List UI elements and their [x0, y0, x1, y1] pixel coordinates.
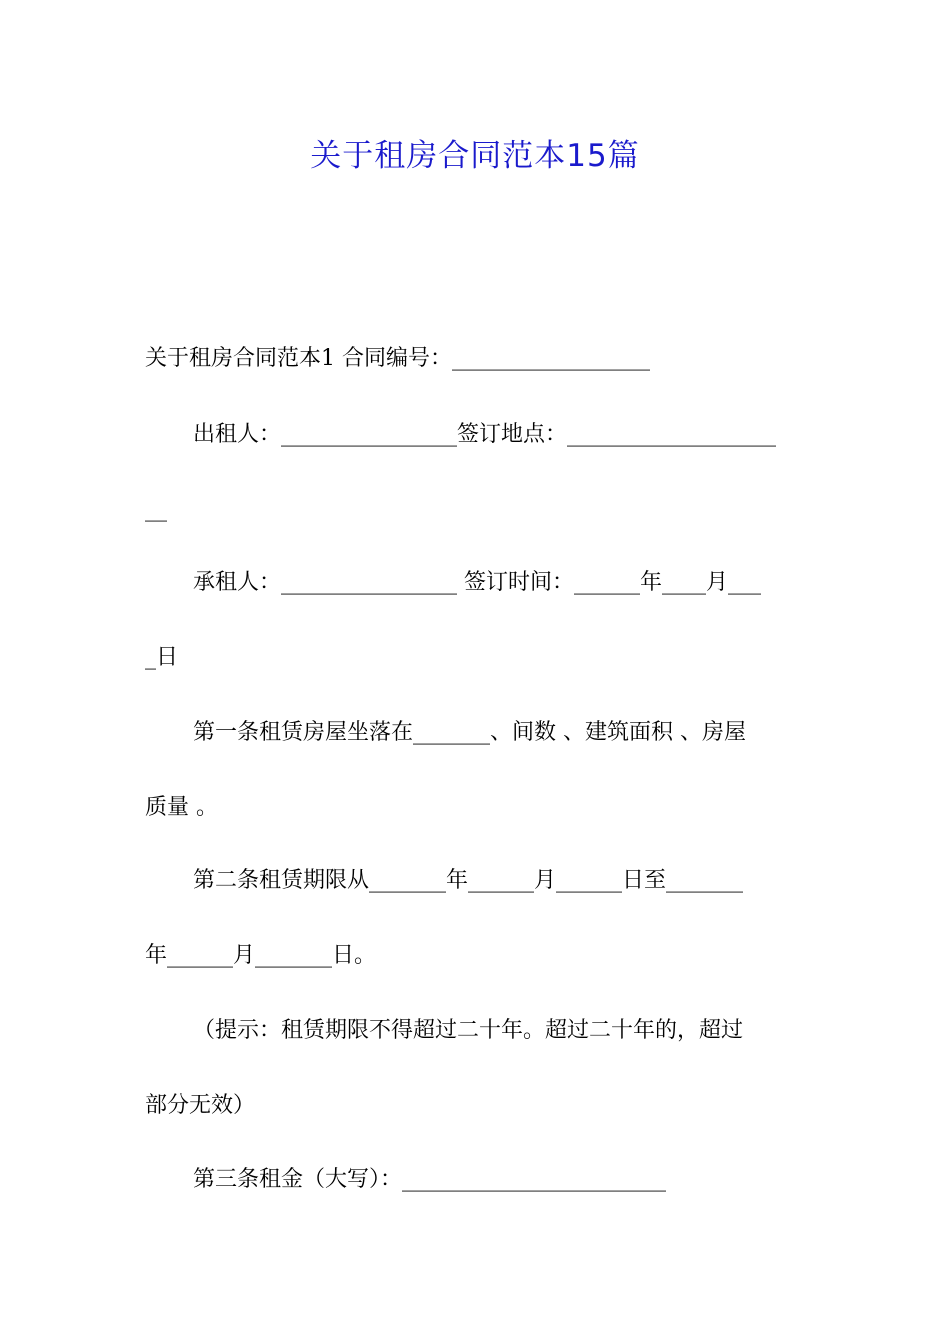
document-title: 关于租房合同范本15篇 — [310, 138, 640, 174]
lessor-line-continued: __ — [145, 497, 167, 522]
article-1-line: 第一条租赁房屋坐落在_______、间数 、建筑面积 、房屋 — [193, 720, 746, 745]
lessee-line-continued: _日 — [145, 645, 179, 670]
note-line-continued: 部分无效） — [145, 1093, 256, 1118]
lessee-line: 承租人：________________ 签订时间：______年____月___ — [193, 570, 761, 595]
contract-header-line: 关于租房合同范本1 合同编号：__________________ — [145, 346, 650, 371]
lessor-line: 出租人：________________签订地点：___________________ — [193, 422, 777, 447]
article-2-line: 第二条租赁期限从_______年______月______日至_______ — [193, 868, 744, 893]
article-2-line-continued: 年______月_______日。 — [145, 943, 377, 968]
note-line: （提示：租赁期限不得超过二十年。超过二十年的，超过 — [193, 1018, 744, 1043]
article-1-line-continued: 质量 。 — [145, 795, 218, 820]
article-3-line: 第三条租金（大写）：________________________ — [193, 1167, 667, 1192]
